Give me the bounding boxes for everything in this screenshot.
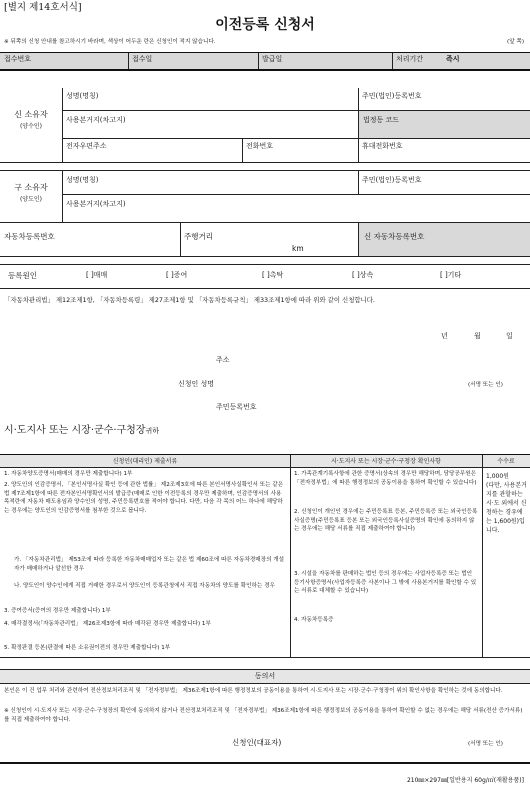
mileage-unit: km — [292, 244, 304, 253]
cause-option-sale[interactable]: [ ]매매 — [86, 271, 108, 279]
consent-sign-label[interactable]: (서명 또는 인) — [468, 741, 503, 747]
vehicle-reg-no-field[interactable]: 자동차등록번호 — [4, 232, 55, 241]
old-owner-name-field[interactable]: 성명(명칭) — [66, 176, 99, 184]
fee-text: 1,000원 (다만, 사용본거지를 관할하는 시·도 외에서 신청하는 경우에는 1,600원)입니다. — [486, 473, 527, 534]
receipt-date-label: 접수일 — [132, 55, 153, 63]
new-owner-phone-field[interactable]: 전화번호 — [246, 142, 274, 150]
cause-option-gift[interactable]: [ ]증여 — [166, 271, 188, 279]
check-item-1: 1. 가족관계기록사항에 관한 증명서(상속의 경우만 해당하며, 담당공무원은 「전자정부법」에 따른 행정정보의 공동이용을 통하여 확인할 수 있습니다) — [294, 471, 477, 486]
old-owner-id-field[interactable]: 주민(법인)등록번호 — [362, 176, 422, 184]
doc-item-2: 2. 양도인의 인감증명서, 「본인서명사실 확인 등에 관한 법률」 제2조제3호에 따른 본인서명사실확인서 또는 같은 법 제7조제1항에 따른 전자본인서명확인서의 발급증(매매로 인한 이전등록의 경우만 제출하며, 인감증명서의 사용목적란에 자동차 매도용임과 양수인의 성명, 주민등록번호를 적어야 합니다. 다만, 다음 각 목의 어느 하나에 해당하는 경우에는 양도인의 인감증명서를 첨부한 것으로 봅니다. — [4, 482, 284, 514]
form-number: [별지 제14호서식] — [4, 2, 82, 13]
form-notice: ※ 뒤쪽의 신청 안내를 참고하시기 바라며, 색상이 어두운 란은 신청인이 적지 않습니다. — [4, 39, 216, 45]
doc-item-5: 5. 확정판결 등본(판결에 따른 소유권이전의 경우만 제출합니다) 1부 — [4, 645, 171, 651]
date-day[interactable]: 일 — [506, 332, 513, 340]
addressee-suffix: 귀하 — [145, 427, 160, 435]
new-owner-email-field[interactable]: 전자우편주소 — [66, 142, 107, 150]
consent-text: 본인은 이 건 업무 처리와 관련하여 전산정보처리조직 및 「전자정부법」 제36조제1항에 따른 행정정보의 공동이용을 통하여 시·도지사 또는 시장·군수·구청장이 위의 확인사항을 확인하는 것에 동의합니다. — [4, 688, 503, 694]
new-reg-no-label: 신 자동차등록번호 — [364, 232, 425, 241]
doc-item-2a: 가. 「자동차관리법」 제53조에 따라 등록한 자동차매매업자 또는 같은 법 제60조에 따른 자동차경매장의 개설자가 매매하거나 알선한 경우 — [14, 557, 285, 572]
paper-spec-footer: 210㎜×297㎜[일반용지 60g/㎡(재활용품)] — [406, 777, 524, 784]
check-item-2: 2. 신청인이 개인인 경우에는 주민등록표 등본, 주민등록증 또는 외국인등록사실증명(주민등록표 등본 또는 외국인등록사실증명의 확인에 동의하지 않는 경우에는 해당 서류를 직접 제출하여야 합니다) — [294, 509, 478, 533]
new-owner-name-field[interactable]: 성명(명칭) — [66, 92, 99, 100]
applicant-id-label: 주민등록번호 — [216, 403, 257, 411]
docs-header-check: 시·도지사 또는 시장·군수·구청장 확인사항 — [331, 458, 441, 465]
applicant-name-label: 신청인 성명 — [178, 380, 215, 388]
consent-note: ※ 신청인이 시·도지사 또는 시장·군수·구청장의 확인에 동의하지 않거나 전산정보처리조직 및 「전자정부법」 제36조제1항에 따른 행정정보의 공동이용을 통하여 확인할 수 없는 경우에는 해당 서류(전산 증가서류)를 직접 제출하여야 합니다. — [4, 708, 523, 723]
cause-option-inheritance[interactable]: [ ]상속 — [352, 271, 374, 279]
page-label: (앞 쪽) — [507, 39, 524, 45]
applicant-sign-label[interactable]: (서명 또는 인) — [468, 382, 503, 388]
addressee — [4, 425, 159, 437]
mileage-field[interactable]: 주행거리 — [184, 232, 213, 241]
receipt-number-label: 접수번호 — [4, 55, 32, 63]
cause-option-commission[interactable]: [ ]촉탁 — [262, 271, 284, 279]
consent-title: 동의서 — [254, 672, 276, 680]
processing-period-label: 처리기간 — [396, 55, 424, 63]
doc-item-4: 4. 매각결정서(「자동차관리법」 제26조제3항에 따라 매각된 경우만 제출합니다) 1부 — [4, 621, 211, 627]
new-owner-mobile-field[interactable]: 휴대전화번호 — [362, 142, 403, 150]
doc-item-1: 1. 자동차양도증명서(매매의 경우만 제출합니다) 1부 — [4, 471, 133, 477]
cause-label: 등록원인 — [8, 271, 37, 280]
old-owner-address-field[interactable]: 사용본거지(차고지) — [66, 200, 126, 208]
legal-dong-code-label: 법정동 코드 — [363, 116, 400, 124]
issue-date-label: 발급일 — [262, 55, 283, 63]
new-owner-id-field[interactable]: 주민(법인)등록번호 — [362, 92, 422, 100]
date-month[interactable]: 월 — [474, 332, 481, 340]
form-title: 이전등록 신청서 — [215, 17, 315, 33]
doc-item-2b: 나. 양도인이 양수인에게 직접 거래한 경우로서 양도인이 등록관청에서 직접 자동차의 양도를 확인하는 경우 — [14, 583, 275, 589]
applicant-address-label: 주소 — [216, 356, 230, 364]
old-owner-sub: (양도인) — [19, 196, 43, 203]
new-owner-address-field[interactable]: 사용본거지(차고지) — [66, 116, 126, 124]
addressee-name: 시·도지사 또는 시장·군수·구청장 — [4, 425, 146, 436]
old-owner-section: 구 소유자 — [14, 183, 48, 192]
cause-option-other[interactable]: [ ]기타 — [440, 271, 462, 279]
date-year[interactable]: 년 — [441, 332, 448, 340]
new-owner-section: 신 소유자 — [14, 110, 48, 119]
doc-item-3: 3. 증여증서(증여의 경우만 제출합니다) 1부 — [4, 608, 111, 614]
application-statement: 「자동차관리법」 제12조제1항, 「자동차등록령」 제27조제1항 및 「자동차등록규칙」 제33조제1항에 따라 위와 같이 신청합니다. — [4, 296, 375, 304]
docs-header-fee: 수수료 — [497, 458, 515, 465]
docs-header-submit: 신청인(대리인) 제출서류 — [112, 458, 178, 465]
check-item-3: 3. 시설을 자동차를 판매하는 법인 등의 경우에는 사업자등록증 또는 법인 등기사항증명서(사업자등록증 사본이나 그 밖에 사용본거지를 확인할 수 있는 서류로 대체할 수 있습니다) — [294, 571, 477, 595]
consent-signer-label: 신청인(대표자) — [232, 738, 282, 747]
new-owner-sub: (양수인) — [19, 123, 43, 130]
processing-period-value: 즉시 — [446, 55, 460, 63]
check-item-4: 4. 자동차등록증 — [294, 617, 334, 623]
